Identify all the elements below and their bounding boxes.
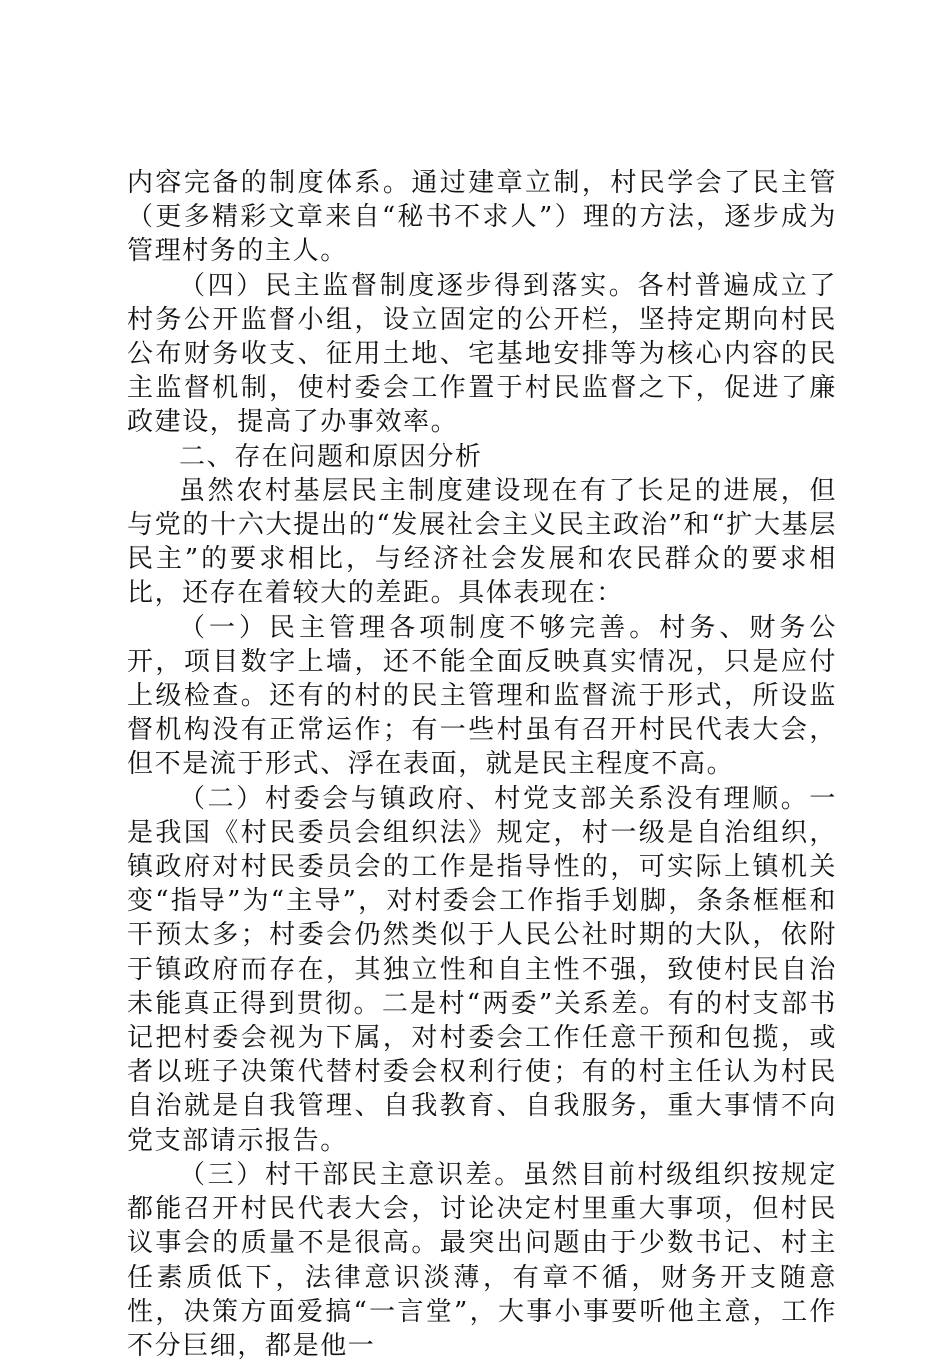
paragraph-item-1: （一）民主管理各项制度不够完善。村务、财务公开，项目数字上墙，还不能全面反映真实情况，只是应付上级检查。还有的村的民主管理和监督流于形式，所设监督机构没有正常运作；有一些村虽有召开村民代表大会，但不是流于形式、浮在表面，就是民主程度不高。 xyxy=(127,612,837,780)
paragraph-continuation: 内容完备的制度体系。通过建章立制，村民学会了民主管（更多精彩文章来自“秘书不求人”）理的方法，逐步成为管理村务的主人。 xyxy=(127,168,837,267)
document-body xyxy=(127,166,837,1363)
section-heading-2: 二、存在问题和原因分析 xyxy=(179,441,483,472)
paragraph-item-2: （二）村委会与镇政府、村党支部关系没有理顺。一是我国《村民委员会组织法》规定，村一级是自治组织，镇政府对村民委员会的工作是指导性的，可实际上镇机关变“指导”为“主导”，对村委会工作指手划脚，条条框框和干预太多；村委会仍然类似于人民公社时期的大队，依附于镇政府而存在，其独立性和自主性不强，致使村民自治未能真正得到贯彻。二是村“两委”关系差。有的村支部书记把村委会视为下属，对村委会工作任意干预和包揽，或者以班子决策代替村委会权利行使；有的村主任认为村民自治就是自我管理、自我教育、自我服务，重大事情不向党支部请示报告。 xyxy=(127,783,837,1156)
paragraph-intro: 虽然农村基层民主制度建设现在有了长足的进展，但与党的十六大提出的“发展社会主义民主政治”和“扩大基层民主”的要求相比，与经济社会发展和农民群众的要求相比，还存在着较大的差距。具体表现在： xyxy=(127,475,837,609)
paragraph-section-4: （四）民主监督制度逐步得到落实。各村普遍成立了村务公开监督小组，设立固定的公开栏，坚持定期向村民公布财务收支、征用土地、宅基地安排等为核心内容的民主监督机制，使村委会工作置于村民监督之下，促进了廉政建设，提高了办事效率。 xyxy=(127,270,837,438)
paragraph-item-3: （三）村干部民主意识差。虽然目前村级组织按规定都能召开村民代表大会，讨论决定村里重大事项，但村民议事会的质量不是很高。最突出问题由于少数书记、村主任素质低下，法律意识淡薄，有章不循，财务开支随意性，决策方面爱搞“一言堂”，大事小事要听他主意，工作不分巨细，都是他一 xyxy=(127,1159,837,1361)
